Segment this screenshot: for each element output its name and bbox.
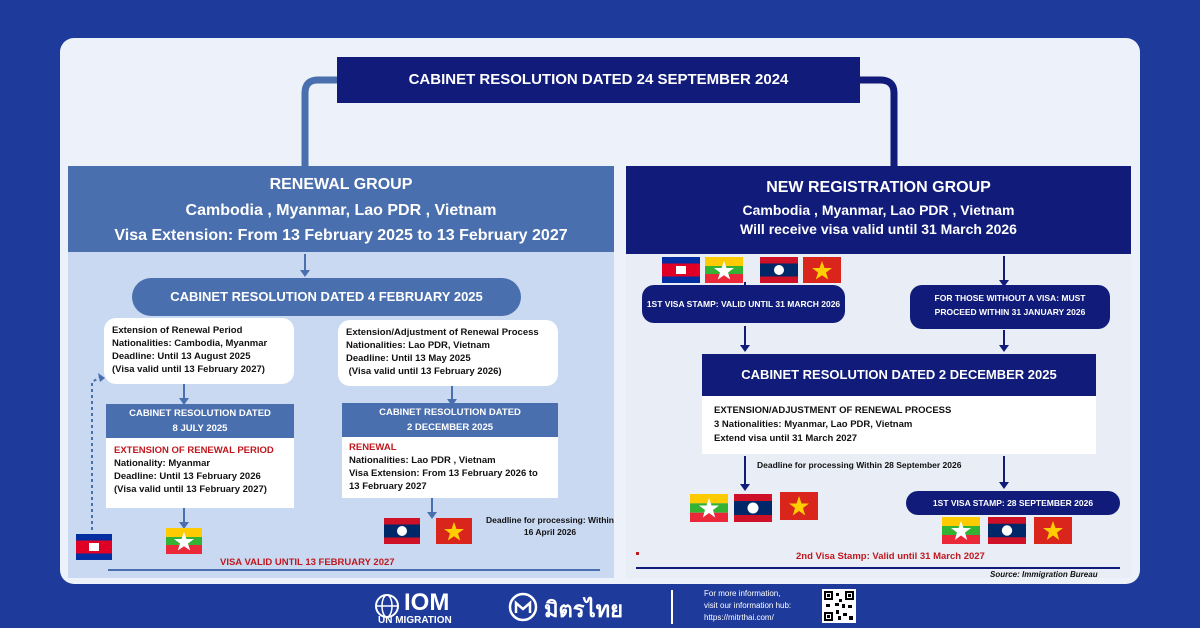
mitrthai-text: มิตรไทย — [544, 598, 624, 623]
laos-flag-icon — [760, 257, 798, 283]
cr-dec-line1: CABINET RESOLUTION DATED — [379, 407, 521, 418]
laos-flag-icon — [384, 518, 420, 544]
cr-feb-pill: CABINET RESOLUTION DATED 4 FEBRUARY 2025 — [132, 278, 521, 316]
vietnam-flag-icon — [1034, 517, 1072, 544]
box-line: 3 Nationalities: Myanmar, Lao PDR, Vietnam — [714, 419, 913, 430]
cr-dec-line2: 2 DECEMBER 2025 — [406, 422, 494, 433]
vietnam-flag-icon — [780, 492, 818, 520]
mitrthai-m-icon — [508, 592, 538, 622]
vietnam-flag-icon — [803, 257, 841, 283]
box-line: Deadline: Until 13 February 2026 — [114, 471, 261, 482]
visa-valid-note: VISA VALID UNTIL 13 FEBRUARY 2027 — [220, 557, 395, 568]
renewal-period-box — [104, 318, 294, 384]
vietnam-flag-icon — [436, 518, 472, 544]
deadline-line2: 16 April 2026 — [523, 527, 577, 537]
without-line2: PROCEED WITHIN 31 JANUARY 2026 — [934, 307, 1086, 317]
info-link[interactable]: https://mitrthai.com/ — [704, 613, 774, 622]
second-visa-stamp: 2nd Visa Stamp: Valid until 31 March 2027 — [796, 551, 985, 562]
cr-july-box — [106, 438, 294, 508]
top-title: CABINET RESOLUTION DATED 24 SEPTEMBER 2024 — [337, 57, 860, 103]
renewal-header — [68, 166, 614, 252]
box-line: Nationalities: Lao PDR, Vietnam — [346, 340, 490, 351]
info-line: For more information, — [704, 589, 781, 598]
renewal-title: RENEWAL GROUP — [269, 176, 413, 193]
cr-dec-renewal-header — [342, 403, 558, 437]
box-line: Extend visa until 31 March 2027 — [714, 433, 858, 444]
box-line: Extension/Adjustment of Renewal Process — [346, 327, 539, 338]
myanmar-flag-icon — [705, 257, 743, 283]
cr-dec-newreg-box — [702, 396, 1096, 454]
newreg-nationalities: Cambodia , Myanmar, Lao PDR , Vietnam — [742, 202, 1015, 218]
iom-text: IOM — [404, 589, 450, 616]
myanmar-flag-icon — [690, 494, 728, 522]
cr-july-header — [106, 404, 294, 438]
cr-dec-newreg-header: CABINET RESOLUTION DATED 2 DECEMBER 2025 — [702, 354, 1096, 396]
box-line: (Visa valid until 13 February 2026) — [346, 366, 502, 377]
newreg-title: NEW REGISTRATION GROUP — [766, 179, 991, 196]
newreg-header — [626, 166, 1131, 254]
newreg-visa: Will receive visa valid until 31 March 2026 — [740, 221, 1017, 237]
box-line: Nationalities: Lao PDR , Vietnam — [349, 455, 496, 466]
iom-sub: UN MIGRATION — [378, 615, 452, 626]
qr-code-icon[interactable] — [822, 589, 856, 623]
box-line: Deadline: Until 13 May 2025 — [346, 353, 471, 364]
mitrthai-logo — [508, 590, 658, 624]
laos-flag-icon — [988, 517, 1026, 544]
box-line: (Visa valid until 13 February 2027) — [112, 364, 265, 375]
laos-flag-icon — [734, 494, 772, 522]
box-line: 13 February 2027 — [349, 481, 427, 492]
box-line: Deadline: Until 13 August 2025 — [112, 351, 251, 362]
cr-july-line1: CABINET RESOLUTION DATED — [129, 408, 271, 419]
box-line: Nationality: Myanmar — [114, 458, 211, 469]
renewal-process-box — [338, 320, 558, 386]
cr-july-line2: 8 JULY 2025 — [172, 423, 228, 434]
cr-dec-renewal-box — [342, 437, 558, 498]
july-box-title: EXTENSION OF RENEWAL PERIOD — [114, 445, 274, 456]
renewal-deadline — [480, 514, 620, 538]
box-line: Nationalities: Cambodia, Myanmar — [112, 338, 268, 349]
dec-box-title: RENEWAL — [349, 442, 397, 453]
renewal-nationalities: Cambodia , Myanmar, Lao PDR , Vietnam — [185, 202, 497, 219]
deadline-line1: Deadline for processing: Within — [486, 515, 614, 525]
footer-divider — [671, 590, 673, 624]
without-line1: FOR THOSE WITHOUT A VISA: MUST — [934, 293, 1086, 303]
source-note: Source: Immigration Bureau — [990, 570, 1098, 579]
cambodia-flag-icon — [662, 257, 700, 283]
myanmar-flag-icon — [166, 528, 202, 554]
cambodia-flag-icon — [76, 534, 112, 560]
renewal-extension: Visa Extension: From 13 February 2025 to 13 February 2027 — [114, 227, 568, 244]
box-line: Visa Extension: From 13 February 2026 to — [349, 468, 538, 479]
myanmar-flag-icon — [942, 517, 980, 544]
newreg-deadline: Deadline for processing Within 28 September 2026 — [757, 460, 962, 470]
first-visa-stamp-sep-pill: 1ST VISA STAMP: 28 SEPTEMBER 2026 — [906, 491, 1120, 515]
dec-newreg-title: EXTENSION/ADJUSTMENT OF RENEWAL PROCESS — [714, 405, 952, 416]
box-line: Extension of Renewal Period — [112, 325, 243, 336]
first-visa-stamp-pill: 1ST VISA STAMP: VALID UNTIL 31 MARCH 2026 — [642, 285, 845, 323]
info-line: visit our information hub: — [704, 601, 792, 610]
without-visa-pill — [910, 285, 1110, 329]
info-text — [704, 588, 814, 624]
iom-logo — [374, 590, 474, 626]
box-line: (Visa valid until 13 February 2027) — [114, 484, 267, 495]
